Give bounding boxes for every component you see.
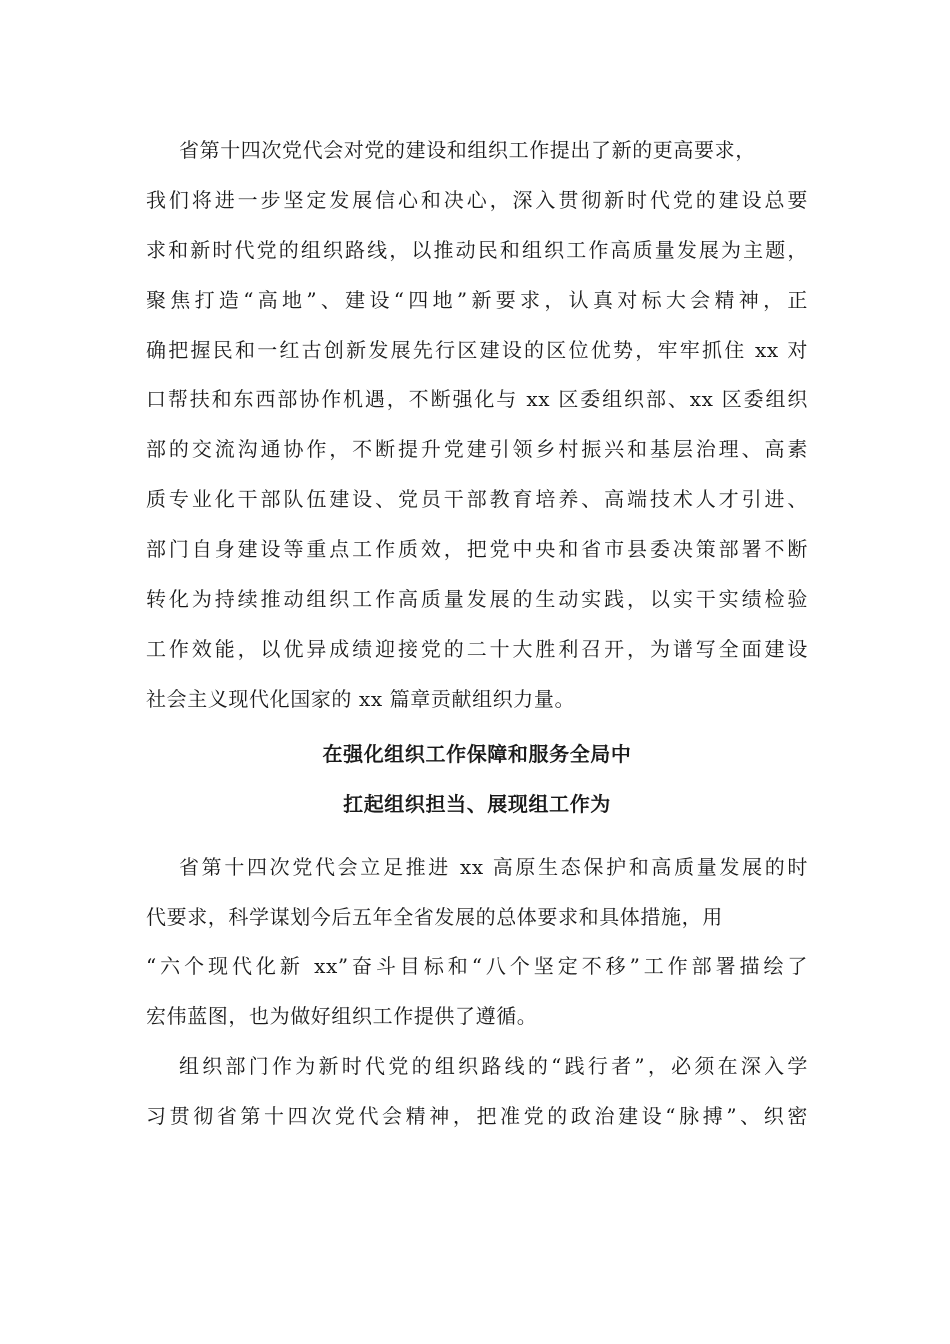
paragraph-line: 求和新时代党的组织路线，以推动民和组织工作高质量发展为主题， [146, 237, 808, 262]
paragraph-line: 工作效能，以优异成绩迎接党的二十大胜利召开，为谱写全面建设 [146, 636, 808, 661]
paragraph-line: 省第十四次党代会对党的建设和组织工作提出了新的更高要求， [179, 138, 756, 162]
paragraph-3 [146, 1042, 808, 1142]
paragraph-line: 组织部门作为新时代党的组织路线的“践行者”，必须在深入学 [179, 1054, 808, 1079]
paragraph-line: 部门自身建设等重点工作质效，把党中央和省市县委决策部署不断 [146, 537, 808, 562]
section-heading-line-2: 扛起组织担当、展现组工作为 [343, 791, 611, 816]
paragraph-line: 代要求，科学谋划今后五年全省发展的总体要求和具体措施，用 [146, 904, 723, 929]
paragraph-2 [146, 843, 808, 1043]
paragraph-line: 聚焦打造“高地”、建设“四地”新要求，认真对标大会精神，正 [146, 287, 808, 312]
paragraph-line: 宏伟蓝图，也为做好组织工作提供了遵循。 [146, 1004, 538, 1029]
paragraph-line: 质专业化干部队伍建设、党员干部教育培养、高端技术人才引进、 [146, 487, 808, 512]
paragraph-line: 部的交流沟通协作，不断提升党建引领乡村振兴和基层治理、高素 [146, 437, 808, 462]
paragraph-line: 我们将进一步坚定发展信心和决心，深入贯彻新时代党的建设总要 [146, 187, 808, 212]
paragraph-line: 社会主义现代化国家的 xx 篇章贡献组织力量。 [146, 686, 576, 711]
paragraph-line: “六个现代化新 xx”奋斗目标和“八个坚定不移”工作部署描绘了 [146, 954, 808, 979]
paragraph-line: 确把握民和一红古创新发展先行区建设的区位优势，牢牢抓住 xx 对 [146, 337, 808, 362]
paragraph-1 [146, 126, 808, 725]
section-heading-line-1: 在强化组织工作保障和服务全局中 [322, 741, 632, 766]
paragraph-line: 转化为持续推动组织工作高质量发展的生动实践，以实干实绩检验 [146, 587, 808, 612]
paragraph-line: 省第十四次党代会立足推进 xx 高原生态保护和高质量发展的时 [179, 854, 808, 879]
paragraph-line: 习贯彻省第十四次党代会精神，把准党的政治建设“脉搏”、织密 [146, 1104, 808, 1129]
paragraph-line: 口帮扶和东西部协作机遇，不断强化与 xx 区委组织部、xx 区委组织 [146, 387, 808, 412]
spacer [146, 829, 808, 843]
section-heading [146, 729, 808, 829]
document-body [146, 126, 808, 1142]
